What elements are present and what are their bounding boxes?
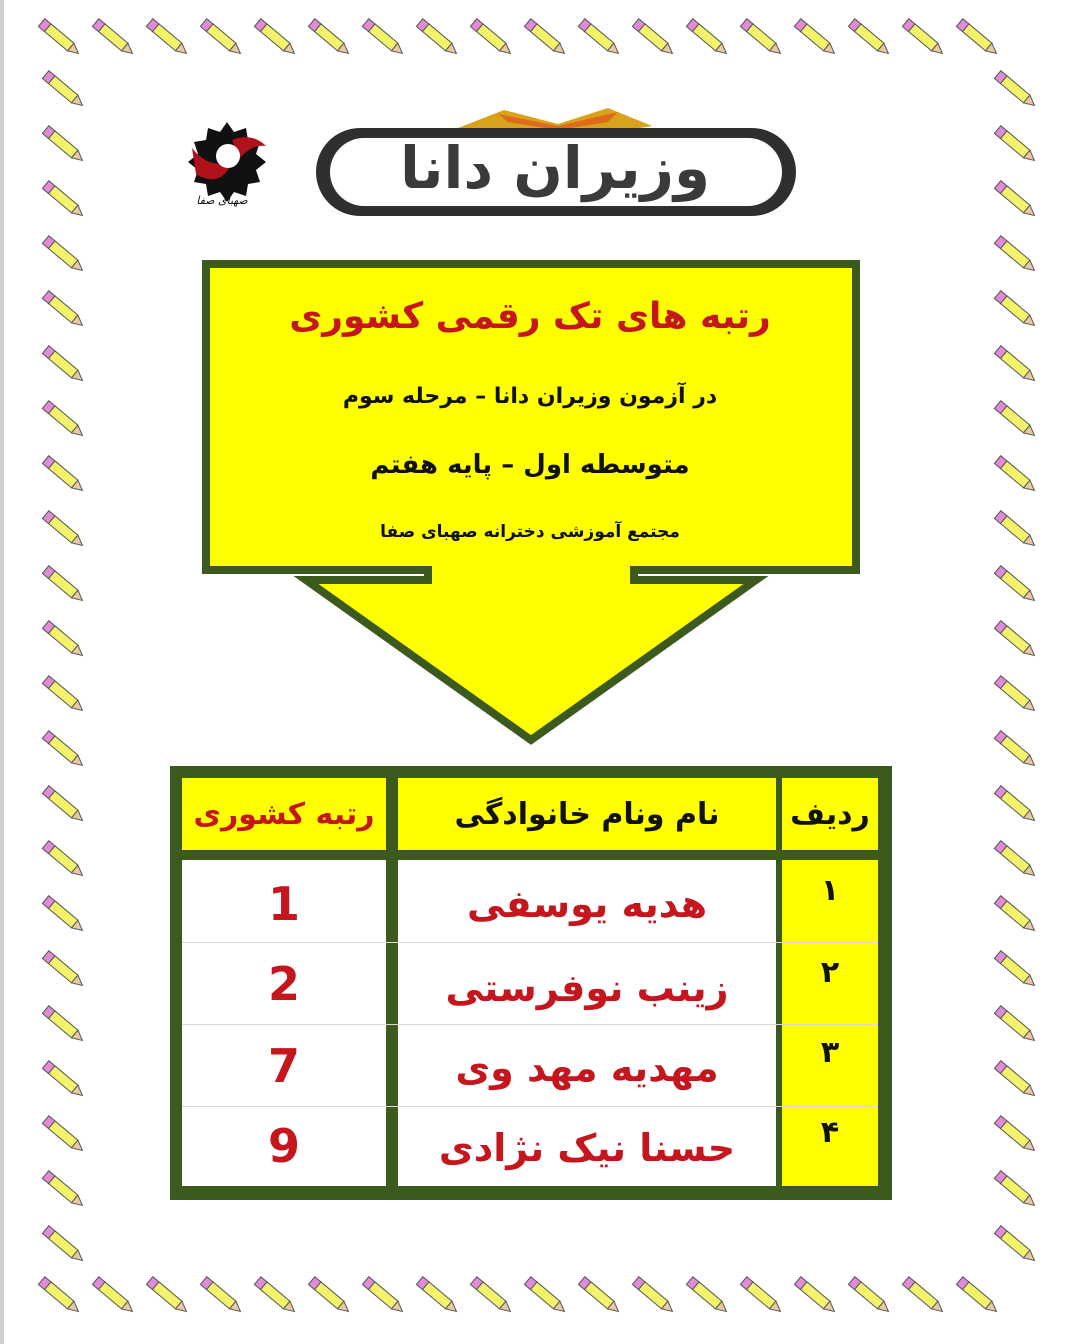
row-2-name: زینب نوفرستی [445,966,729,1010]
pencil-icon [994,896,1037,935]
pencil-icon [254,19,297,58]
pencil-icon [42,896,85,935]
pencil-icon [994,346,1037,385]
pencil-icon [740,19,783,58]
pencil-icon [146,19,189,58]
pencil-icon [994,676,1037,715]
pencil-icon [42,1116,85,1155]
pencil-icon [92,1277,135,1316]
pencil-icon [994,291,1037,330]
pencil-icon [42,1006,85,1045]
row-4-rank: 9 [268,1119,301,1173]
pencil-icon [42,456,85,495]
pencil-icon [308,19,351,58]
pencil-icon [470,1277,513,1316]
pencil-icon [42,676,85,715]
pencil-icon [848,19,891,58]
pencil-icon [308,1277,351,1316]
pencil-icon [42,786,85,825]
pencil-icon [994,566,1037,605]
row-4-index: ۴ [820,1114,840,1150]
pencil-icon [42,181,85,220]
pencil-icon [92,19,135,58]
pencil-icon [362,1277,405,1316]
pencil-icon [686,19,729,58]
pencil-icon [42,951,85,990]
row-1-index: ۱ [820,872,840,908]
pencil-icon [42,126,85,165]
pencil-icon [524,1277,567,1316]
pencil-icon [632,19,675,58]
pencil-icon [42,401,85,440]
pencil-icon [994,511,1037,550]
pencil-icon [38,19,81,58]
pencil-icon [254,1277,297,1316]
pencil-icon [578,1277,621,1316]
pencil-icon [416,19,459,58]
pencil-icon [902,1277,945,1316]
pencil-icon [994,236,1037,275]
pencil-icon [794,1277,837,1316]
row-1-name: هدیه یوسفی [466,882,708,926]
header-name: نام ونام خانوادگی [398,778,776,850]
svg-text:صهبای صفا: صهبای صفا [196,194,248,207]
row-2-index: ۲ [820,954,840,990]
pencil-icon [994,456,1037,495]
pencil-icon [42,841,85,880]
pencil-icon [994,1226,1037,1265]
banner-grade-line: متوسطه اول – پایه هفتم [370,450,690,480]
pencil-icon [200,1277,243,1316]
pencil-icon [994,621,1037,660]
pencil-icon [362,19,405,58]
pencil-icon [994,126,1037,165]
pencil-icon [994,731,1037,770]
pencil-icon [632,1277,675,1316]
pencil-icon [42,1061,85,1100]
pencil-icon [994,71,1037,110]
pencil-icon [994,1116,1037,1155]
pencil-icon [994,181,1037,220]
pencil-icon [42,621,85,660]
pencil-icon [794,19,837,58]
pencil-icon [956,19,999,58]
pencil-icon [994,786,1037,825]
pencil-icon [740,1277,783,1316]
banner-school-line: مجتمع آموزشی دخترانه صهبای صفا [380,522,680,542]
header-rank: رتبه کشوری [182,778,386,850]
row-1-rank: 1 [268,877,301,931]
pencil-icon [42,1171,85,1210]
pencil-icon [994,951,1037,990]
pencil-icon [848,1277,891,1316]
pencil-icon [524,19,567,58]
pencil-icon [470,19,513,58]
row-2-rank: 2 [268,957,301,1011]
pencil-icon [578,19,621,58]
pencil-icon [42,731,85,770]
pencil-icon [42,566,85,605]
row-4-name: حسنا نیک نژادی [438,1126,736,1170]
pencil-icon [38,1277,81,1316]
pencil-icon [994,1006,1037,1045]
pencil-icon [994,841,1037,880]
row-3-index: ۳ [820,1034,840,1070]
pencil-icon [42,346,85,385]
pencil-icon [42,1226,85,1265]
results-table [170,766,892,1200]
pencil-icon [416,1277,459,1316]
pencil-icon [686,1277,729,1316]
brand-wordmark: وزیران دانا [399,134,711,202]
pencil-icon [146,1277,189,1316]
school-seal-logo [182,118,272,208]
pencil-icon [994,401,1037,440]
banner-title: رتبه های تک رقمی کشوری [289,296,771,337]
pencil-icon [42,71,85,110]
pencil-icon [200,19,243,58]
pencil-icon [42,236,85,275]
pencil-icon [902,19,945,58]
header-index: ردیف [782,778,878,850]
pencil-icon [42,511,85,550]
row-3-name: مهدیه مهد وی [455,1046,719,1090]
banner-exam-line: در آزمون وزیران دانا – مرحله سوم [342,384,718,409]
pencil-icon [956,1277,999,1316]
pencil-icon [42,291,85,330]
pencil-icon [994,1061,1037,1100]
row-3-rank: 7 [268,1039,301,1093]
pencil-icon [994,1171,1037,1210]
